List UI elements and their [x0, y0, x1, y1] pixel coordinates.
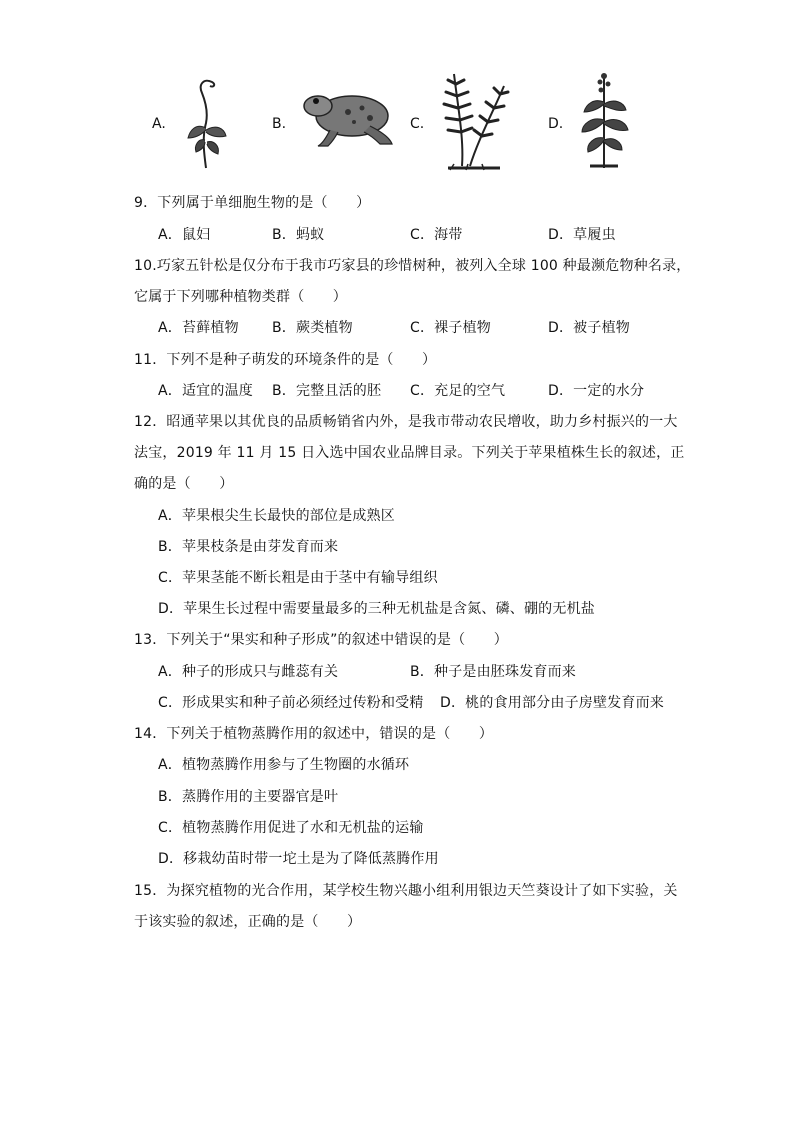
option-d[interactable]: D．草履虫: [548, 227, 616, 243]
option-a[interactable]: A．植物蒸腾作用参与了生物圈的水循环: [158, 757, 410, 773]
image-option-c: [410, 68, 520, 178]
image-option-label: D.: [548, 116, 564, 132]
option-c[interactable]: C．植物蒸腾作用促进了水和无机盐的运输: [158, 820, 424, 836]
flowering-plant-icon: [574, 68, 634, 173]
option-d[interactable]: D．被子植物: [548, 320, 630, 336]
question-13-options-row-2: [0, 692, 794, 712]
frog-icon: [300, 82, 395, 152]
option-c[interactable]: C．裸子植物: [410, 320, 491, 336]
question-10-stem-line-2: 它属于下列哪种植物类群（ ）: [134, 289, 347, 305]
image-option-b: [272, 68, 402, 178]
image-option-label: A.: [152, 116, 166, 132]
image-option-a: [152, 68, 242, 178]
option-a[interactable]: A．种子的形成只与雌蕊有关: [158, 664, 339, 680]
question-15-stem-line-1: 15．为探究植物的光合作用，某学校生物兴趣小组利用银边天竺葵设计了如下实验，关: [134, 883, 678, 899]
question-13-stem: 13．下列关于“果实和种子形成”的叙述中错误的是（ ）: [134, 632, 508, 648]
option-d[interactable]: D．移栽幼苗时带一坨土是为了降低蒸腾作用: [158, 851, 439, 867]
fern-icon: [434, 68, 514, 173]
question-12-stem-line-3: 确的是（ ）: [134, 476, 234, 492]
question-10-options: [0, 317, 794, 337]
option-d[interactable]: D．一定的水分: [548, 383, 645, 399]
option-c[interactable]: C．充足的空气: [410, 383, 506, 399]
image-option-label: B.: [272, 116, 287, 132]
option-a[interactable]: A．鼠妇: [158, 227, 211, 243]
option-b[interactable]: B．苹果枝条是由芽发育而来: [158, 539, 339, 555]
question-12-stem-line-1: 12．昭通苹果以其优良的品质畅销省内外，是我市带动农民增收，助力乡村振兴的一大: [134, 414, 678, 430]
option-b[interactable]: B．蕨类植物: [272, 320, 353, 336]
option-a[interactable]: A．苔藓植物: [158, 320, 239, 336]
image-option-d: [548, 68, 648, 178]
question-10-stem-line-1: 10.巧家五针松是仅分布于我市巧家县的珍惜树种，被列入全球 100 种最濒危物种名录，: [134, 258, 691, 274]
option-b[interactable]: B．完整且活的胚: [272, 383, 382, 399]
question-9-options: [0, 224, 794, 244]
option-c[interactable]: C．形成果实和种子前必须经过传粉和受精: [158, 695, 424, 711]
image-options-row: [0, 68, 794, 178]
question-9-stem: 9．下列属于单细胞生物的是（ ）: [134, 195, 371, 211]
option-d[interactable]: D．桃的食用部分由子房壁发育而来: [440, 695, 664, 711]
option-d[interactable]: D．苹果生长过程中需要量最多的三种无机盐是含氮、磷、硼的无机盐: [158, 601, 595, 617]
option-a[interactable]: A．适宜的温度: [158, 383, 253, 399]
question-14-stem: 14．下列关于植物蒸腾作用的叙述中，错误的是（ ）: [134, 726, 494, 742]
option-b[interactable]: B．蚂蚁: [272, 227, 325, 243]
question-11-options: [0, 380, 794, 400]
option-b[interactable]: B．种子是由胚珠发育而来: [410, 664, 577, 680]
option-c[interactable]: C．海带: [410, 227, 463, 243]
question-13-options-row-1: [0, 661, 794, 681]
image-option-label: C.: [410, 116, 425, 132]
question-11-stem: 11．下列不是种子萌发的环境条件的是（ ）: [134, 352, 437, 368]
option-b[interactable]: B．蒸腾作用的主要器官是叶: [158, 789, 339, 805]
question-12-stem-line-2: 法宝，2019 年 11 月 15 日入选中国农业品牌目录。下列关于苹果植株生长的叙述，正: [134, 445, 685, 461]
option-a[interactable]: A．苹果根尖生长最快的部位是成熟区: [158, 508, 395, 524]
plant-seedling-icon: [176, 68, 236, 173]
question-15-stem-line-2: 于该实验的叙述，正确的是（ ）: [134, 914, 362, 930]
option-c[interactable]: C．苹果茎能不断长粗是由于茎中有输导组织: [158, 570, 438, 586]
